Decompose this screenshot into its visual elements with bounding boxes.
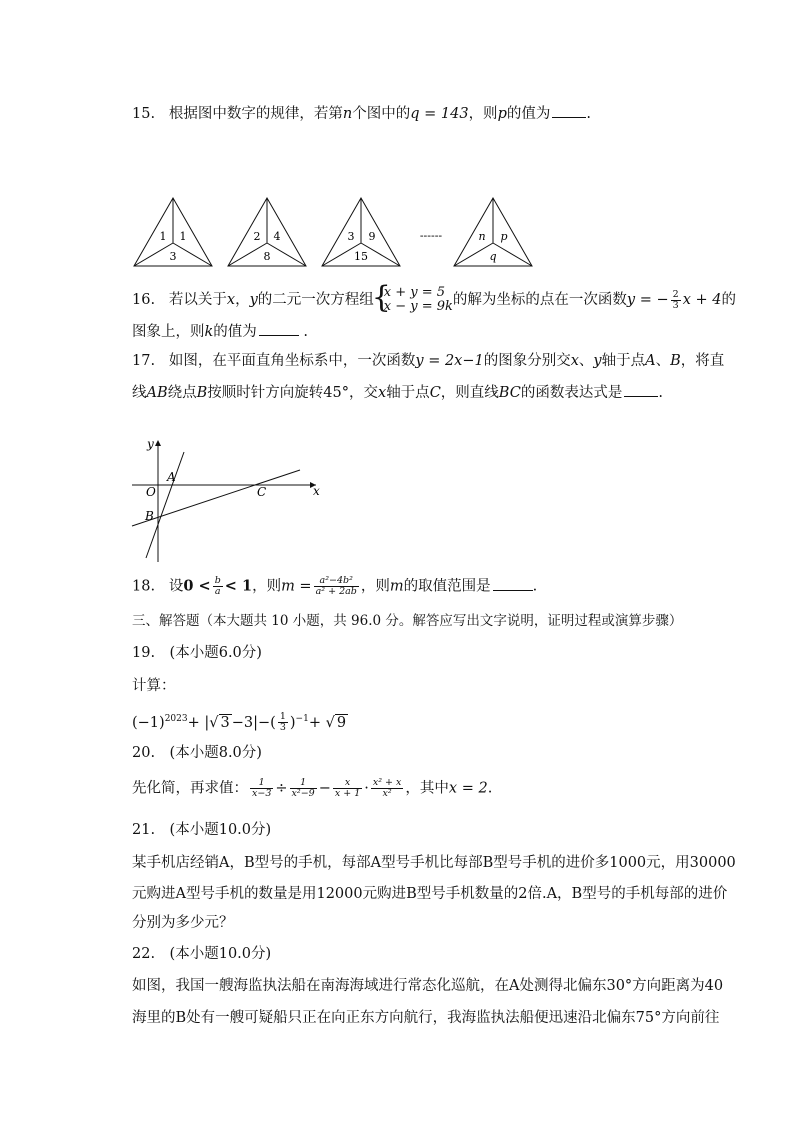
triangle-2-left: 2 [253, 230, 261, 243]
question-number: 17. [132, 353, 156, 369]
func-prefix: y = − [626, 292, 669, 308]
x-value: x = 2 [448, 780, 488, 797]
point-b: B [670, 353, 681, 369]
q15-text [132, 104, 591, 124]
triangle-1-left: 1 [159, 230, 167, 243]
label-x: x [313, 484, 320, 498]
var-x: x [226, 292, 236, 308]
equation-system [374, 286, 453, 314]
label-a: A [167, 470, 176, 484]
divide: ÷ [275, 780, 288, 797]
question-number: 18. [132, 578, 156, 595]
point-a: A [645, 353, 656, 369]
triangle-3-bottom: 15 [354, 250, 368, 263]
frac-num: 1 [279, 711, 286, 723]
angle: 45° [323, 385, 349, 401]
question-number: 16. [132, 292, 156, 308]
q20-heading: 20. (本小题8.0分) [132, 745, 262, 761]
expr-a: (−1) [132, 714, 165, 731]
frac-den: 3 [279, 722, 286, 734]
answer-blank [552, 105, 586, 118]
point-b: B [196, 385, 208, 401]
q15-mid1: 个图中的 [352, 106, 411, 122]
equation-2: x − y = 9k [383, 299, 453, 314]
q16-mid: 的二元一次方程组 [257, 292, 374, 308]
frac-den: x−3 [252, 788, 272, 799]
q20-post: ，其中 [405, 780, 449, 797]
var-k: k [204, 324, 214, 340]
frac-num: b [214, 575, 221, 586]
q18-end: . [532, 578, 538, 595]
q17-l2d: ，交 [349, 385, 378, 401]
function: y = 2x−1 [415, 353, 484, 369]
ineq-left: 0 < [183, 577, 211, 595]
fraction-1 [250, 778, 273, 799]
frac-den: a [214, 586, 221, 597]
q17-l1d: ，将直 [680, 353, 725, 369]
sep: ， [235, 292, 250, 308]
q16-prefix: 若以关于 [168, 292, 227, 308]
answer-blank [259, 323, 299, 336]
answer-blank [493, 578, 533, 591]
point-c: C [429, 385, 441, 401]
section-3-heading: 三、解答题（本大题共 10 小题，共 96.0 分。解答应写出文字说明，证明过程或演算步骤） [132, 613, 683, 629]
sep: 、 [655, 353, 671, 369]
var-n: n [342, 106, 353, 122]
frac-num: 2 [672, 288, 679, 300]
q16-mid2: 的解为坐标的点在一次函数 [452, 292, 627, 308]
triangle-2-bottom: 8 [263, 250, 271, 263]
q21-heading: 21. (本小题10.0分) [132, 822, 272, 838]
frac-den: x²−9 [291, 788, 315, 799]
q16-end: . [298, 324, 309, 340]
q17-l2b: 绕点 [167, 385, 197, 401]
var-p: p [497, 106, 507, 122]
frac-num: 1 [290, 778, 317, 789]
frac-num: 1 [250, 778, 273, 789]
triangle-n [454, 198, 532, 266]
q22-line2: 海里的B处有一艘可疑船只正在向正东方向航行，我海监执法船便迅速沿北偏东75°方向前往 [132, 1010, 720, 1026]
q20-end: . [487, 780, 493, 797]
func-suffix: x + 4 [682, 292, 722, 308]
q17-end: . [658, 385, 663, 401]
exponent: −1 [295, 714, 309, 724]
q17-l2f: ，则直线 [440, 385, 499, 401]
q16-line2-text: 图象上，则 [132, 324, 205, 340]
q19-calc-label: 计算： [132, 678, 176, 694]
q18-mid: ，则 [252, 578, 282, 595]
q16-line2 [132, 322, 308, 342]
q20-expression [132, 778, 492, 799]
frac-den: a² + 2ab [315, 586, 357, 597]
question-number: 15. [132, 106, 156, 122]
equation-1: { x + y = 5 [383, 285, 446, 300]
y-axis-arrow [155, 440, 161, 446]
fraction-3 [333, 778, 362, 799]
triangle-2 [228, 198, 306, 266]
q17-l2e: 轴于点 [386, 385, 430, 401]
q15-prefix: 根据图中数字的规律，若第 [168, 106, 343, 122]
q17-l2c: 按顺时针方向旋转 [207, 385, 324, 401]
line-ab-graph [146, 452, 184, 558]
q18-mid2: ，则 [360, 578, 390, 595]
times: · [364, 780, 369, 797]
fraction [671, 290, 681, 311]
var-x: x [378, 385, 387, 401]
fraction-2 [290, 778, 317, 799]
q21-line1: 某手机店经销A，B型号的手机，每部A型号手机比每部B型号手机的进价多1000元，用30000 [132, 855, 736, 871]
triangle-n-left: n [478, 230, 486, 243]
q15-end: . [586, 106, 591, 122]
fraction-4 [371, 778, 404, 799]
q17-l2g: 的函数表达式是 [520, 385, 623, 401]
q22-heading: 22. (本小题10.0分) [132, 946, 272, 962]
q17-l2a: 线 [132, 385, 147, 401]
frac-num: x² + x [372, 777, 402, 788]
q17-line2 [132, 383, 663, 403]
q16-line1 [132, 286, 736, 314]
line-bc-graph [132, 470, 300, 526]
var-x: x [570, 353, 579, 369]
label-c: C [257, 485, 267, 499]
expr-b: + | [187, 714, 210, 731]
q17-l1c: 轴于点 [601, 353, 646, 369]
label-o: O [146, 485, 156, 499]
triangle-3-right: 9 [368, 230, 376, 243]
q22-line1: 如图，我国一艘海监执法船在南海海域进行常态化巡航，在A处测得北偏东30°方向距离为40 [132, 978, 724, 994]
frac-den: x² [382, 788, 392, 799]
triangles-ellipsis: ------ [419, 229, 443, 242]
frac-den: 3 [672, 299, 679, 311]
triangle-n-bottom: q [489, 250, 497, 263]
var-m: m [389, 578, 404, 595]
var-y: y [249, 292, 258, 308]
frac-num: a²−4b² [314, 576, 359, 587]
ineq-right: < 1 [224, 577, 253, 595]
var-y: y [593, 353, 602, 369]
q17-coordinate-graph [128, 434, 328, 564]
q18-text [132, 576, 537, 597]
triangle-n-right: p [500, 230, 508, 243]
frac-den: x + 1 [334, 788, 361, 799]
expr-c: −3|−( [231, 714, 276, 731]
fraction-b-a [213, 576, 223, 597]
triangle-1-right: 1 [179, 230, 187, 243]
q15-suffix: 的值为 [506, 106, 551, 122]
triangle-1-bottom: 3 [169, 250, 177, 263]
q15-triangles-figure [128, 192, 548, 272]
triangle-3-left: 3 [347, 230, 355, 243]
exponent: 2023 [164, 714, 188, 724]
line-bc: BC [498, 385, 521, 401]
sqrt-3: 3 [220, 714, 230, 731]
label-b: B [145, 509, 154, 523]
expr-e: + [308, 714, 326, 731]
q16-suffix: 的 [721, 292, 736, 308]
q17-line1 [132, 351, 724, 371]
q19-heading: 19. (本小题6.0分) [132, 645, 262, 661]
q18-prefix: 设 [168, 578, 184, 595]
q19-expression: $(-1)^{2023}+$ |√ 3 −3|−( $\frac{1}{3}$ )$^{-1}$+ √ 9 [132, 711, 347, 734]
q15-mid2: ，则 [468, 106, 498, 122]
q21-line3: 分别为多少元？ [132, 915, 234, 931]
frac-num: x [333, 778, 362, 789]
triangle-3 [322, 198, 400, 266]
fraction-m [314, 576, 359, 597]
q17-l1a: 如图，在平面直角坐标系中，一次函数 [168, 353, 416, 369]
label-y: y [147, 437, 154, 451]
expr-d: ) [289, 714, 296, 731]
fraction-1-3 [278, 712, 288, 733]
m-eq: m = [281, 578, 312, 595]
q21-line2: 元购进A型号手机的数量是用12000元购进B型号手机数量的2倍.A，B型号的手机每部的进价 [132, 886, 728, 902]
q17-l1b: 的图象分别交 [483, 353, 571, 369]
sqrt-9: 9 [336, 714, 347, 731]
triangle-2-right: 4 [273, 230, 281, 243]
line-ab: AB [146, 385, 168, 401]
sep: 、 [578, 353, 594, 369]
q16-line2b: 的值为 [213, 324, 257, 340]
q20-pre: 先化简，再求值： [132, 780, 248, 797]
q18-suffix: 的取值范围是 [403, 578, 491, 595]
answer-blank [624, 384, 658, 397]
q-equation: q = 143 [410, 106, 469, 122]
triangle-1 [134, 198, 212, 266]
minus: − [318, 780, 331, 797]
